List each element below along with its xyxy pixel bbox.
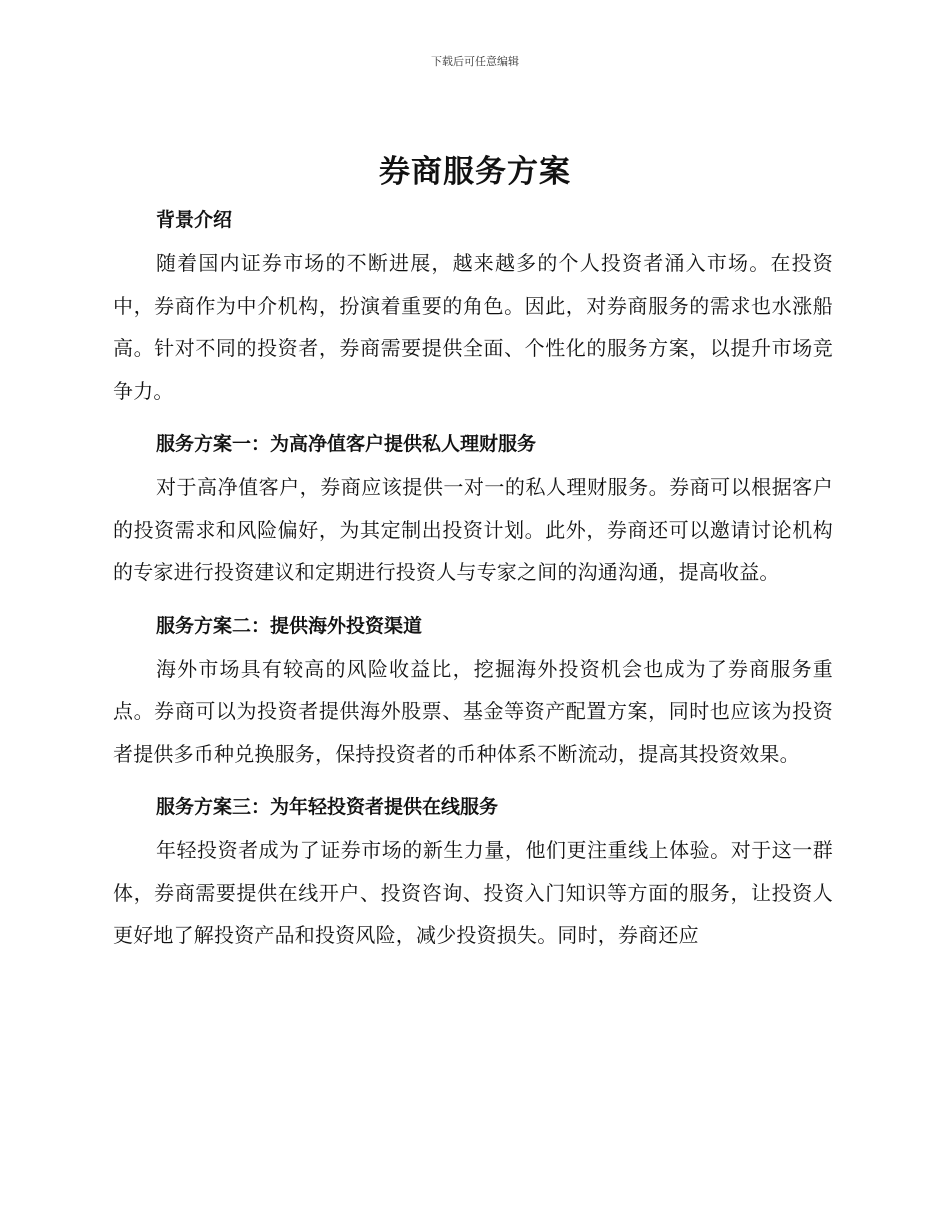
section-heading: 服务方案一：为高净值客户提供私人理财服务: [156, 433, 537, 455]
section-paragraph: 海外市场具有较高的风险收益比，挖掘海外投资机会也成为了券商服务重点。券商可以为投资者提供海外股票、基金等资产配置方案，同时也应该为投资者提供多币种兑换服务，保持投资者的币种体系不断流动，提高其投资效果。: [113, 656, 833, 766]
page-header: 下载后可任意编辑: [431, 55, 519, 68]
section-heading: 服务方案三：为年轻投资者提供在线服务: [156, 796, 499, 818]
section-plan-three: [113, 785, 833, 957]
section-plan-two: [113, 604, 833, 776]
document-title: 券商服务方案: [379, 154, 571, 190]
section-paragraph: 随着国内证券市场的不断进展，越来越多的个人投资者涌入市场。在投资中，券商作为中介机构，扮演着重要的角色。因此，对券商服务的需求也水涨船高。针对不同的投资者，券商需要提供全面、个性化的服务方案，以提升市场竞争力。: [113, 251, 833, 403]
section-heading: 背景介绍: [156, 209, 233, 231]
section-plan-one: [113, 422, 833, 594]
document-body: [113, 198, 833, 967]
section-heading: 服务方案二：提供海外投资渠道: [156, 614, 423, 637]
section-paragraph: 年轻投资者成为了证券市场的新生力量，他们更注重线上体验。对于这一群体，券商需要提供在线开户、投资咨询、投资入门知识等方面的服务，让投资人更好地了解投资产品和投资风险，减少投资损失。同时，券商还应: [113, 838, 833, 947]
section-background: [113, 198, 833, 412]
section-paragraph: 对于高净值客户，券商应该提供一对一的私人理财服务。券商可以根据客户的投资需求和风险偏好，为其定制出投资计划。此外，券商还可以邀请讨论机构的专家进行投资建议和定期进行投资人与专家之间的沟通沟通，提高收益。: [113, 475, 833, 584]
